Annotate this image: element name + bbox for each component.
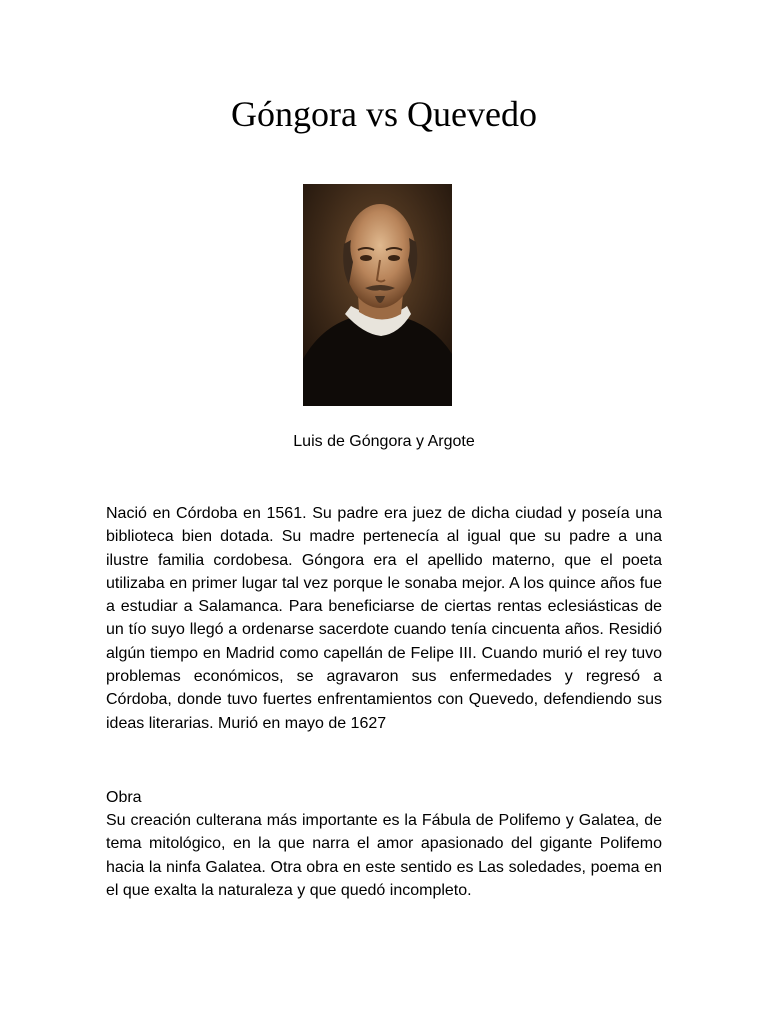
portrait-caption: Luis de Góngora y Argote [293, 433, 475, 450]
obra-heading: Obra [106, 789, 142, 806]
portrait-image [303, 184, 452, 406]
page-title: Góngora vs Quevedo [231, 94, 537, 134]
obra-paragraph: Su creación culterana más importante es la Fábula de Polifemo y Galatea, de tema mitológico, en la que narra el amor apasionado del gigante Polifemo hacia la ninfa Galatea. Otra obra en este sentido es Las soledades, poema en el que exalta la naturaleza y que quedó incompleto. [106, 812, 662, 899]
biography-paragraph: Nació en Córdoba en 1561. Su padre era juez de dicha ciudad y poseía una biblioteca bien dotada. Su madre pertenecía al igual que su padre a una ilustre familia cordobesa. Góngora era el apellido materno, que el poeta utilizaba en primer lugar tal vez porque le sonaba mejor. A los quince años fue a estudiar a Salamanca. Para beneficiarse de ciertas rentas eclesiásticas de un tío suyo llegó a ordenarse sacerdote cuando tenía cincuenta años. Residió algún tiempo en Madrid como capellán de Felipe III. Cuando murió el rey tuvo problemas económicos, se agravaron sus enfermedades y regresó a Córdoba, donde tuvo fuertes enfrentamientos con Quevedo, defendiendo sus ideas literarias. Murió en mayo de 1627 [106, 505, 662, 732]
